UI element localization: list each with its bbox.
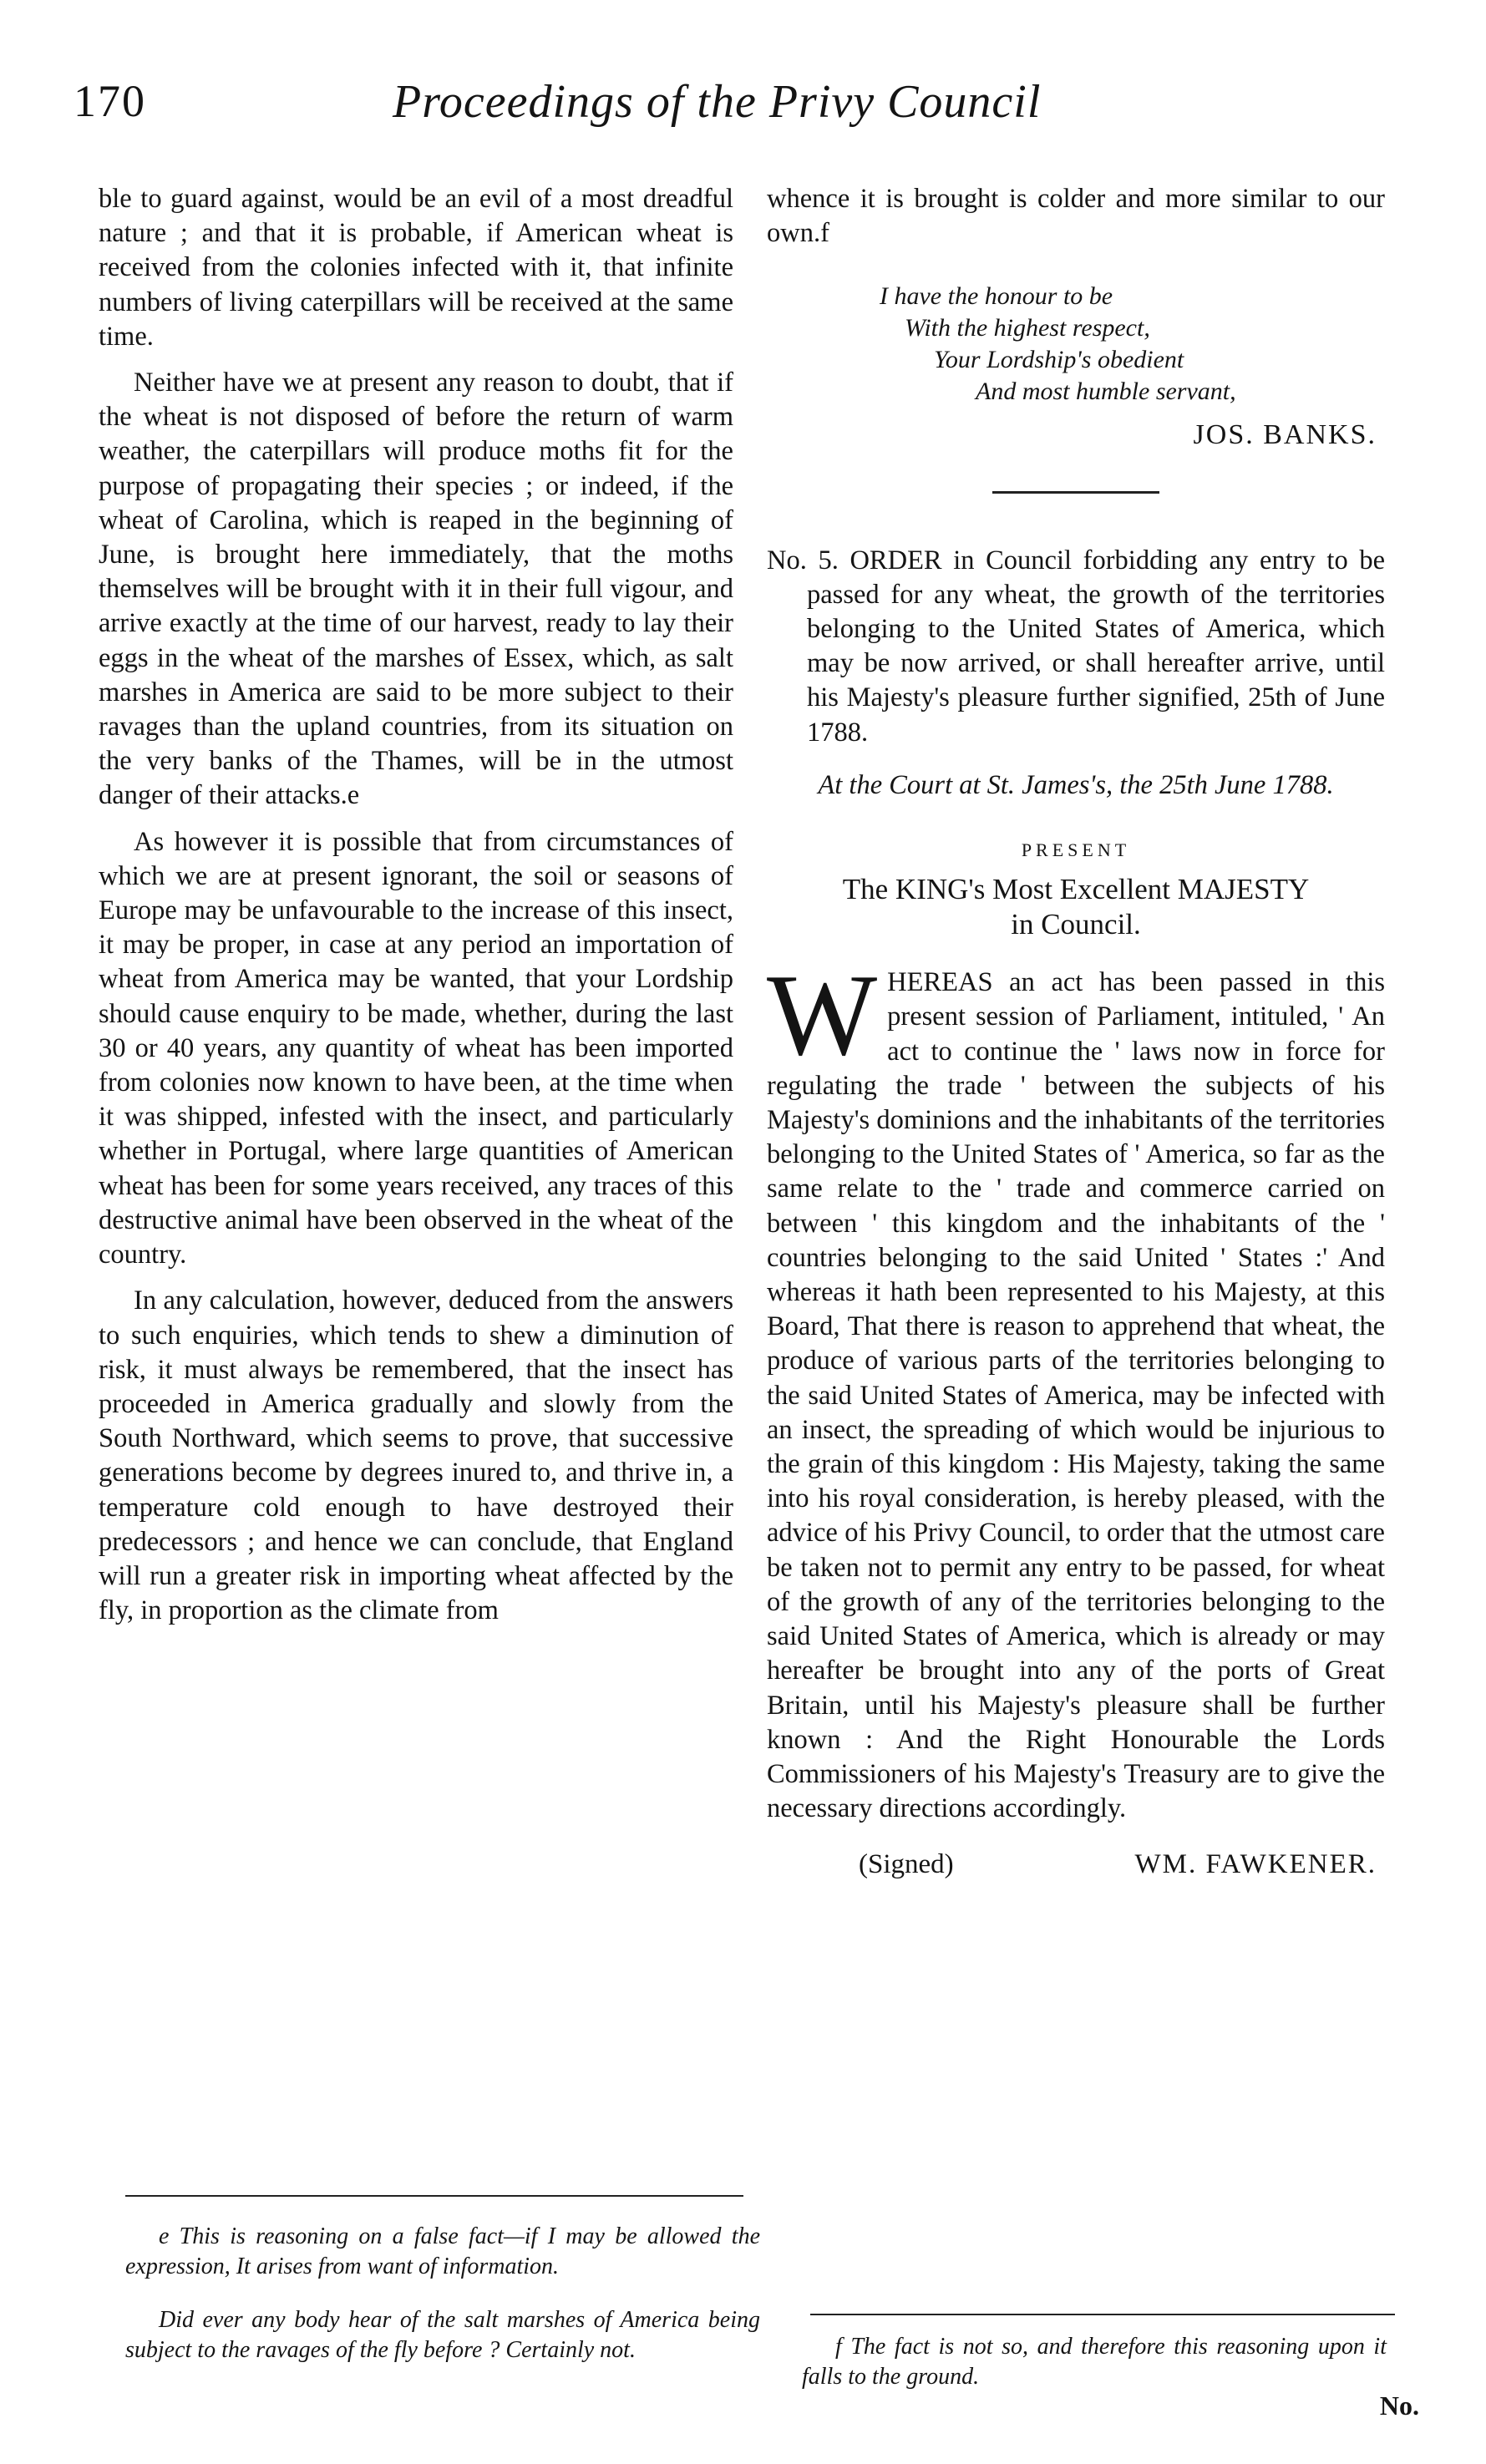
footnote-f: f The fact is not so, and therefore this reasoning upon it falls to the ground. xyxy=(802,2334,1387,2390)
in-council-line: in Council. xyxy=(1011,908,1141,941)
drop-cap: W xyxy=(767,951,878,1081)
catchword: No. xyxy=(1379,2390,1419,2421)
running-head: Proceedings of the Privy Council xyxy=(393,76,1042,128)
signed-label: (Signed) xyxy=(859,1849,954,1880)
closing-line: And most humble servant, xyxy=(976,378,1236,406)
left-footnotes xyxy=(125,2222,760,2365)
closing-line: With the highest respect, xyxy=(905,314,1150,342)
left-paragraph-1: ble to guard against, would be an evil of a most dreadful nature ; and that it is probable, if American wheat is received from the colonies infected with it, that infinite numbers of living caterpillars will be received at the same time. xyxy=(99,184,733,352)
order-body-text: HEREAS an act has been passed in this present session of Parliament, intituled, ' An act to continue the ' laws now in force for regulating the trade ' between the subjects of his Majesty's dominions and the inhabitants of the territories belonging to the United States of ' America, so far as the same relate to the ' trade and commerce carried on between ' this kingdom and the inhabitants of the ' countries belonging to the said United ' States :' And whereas it hath been represented to his Majesty, at this Board, That there is reason to apprehend that wheat, the produce of various parts of the territories belonging to the said United States of America, may be infected with an insect, the spreading of which would be injurious to the grain of this kingdom : His Majesty, taking the same into his royal consideration, is hereby pleased, with the advice of his Privy Council, to order that the utmost care be taken not to permit any entry to be passed, for wheat of the growth of any of the territories belonging to the said United States of America, which is already or may hereafter be brought into any of the ports of Great Britain, until his Majesty's pleasure shall be further known : And the Right Honourable the Lords Commissioners of his Majesty's Treasury are to give the necessary directions accordingly. xyxy=(767,967,1385,1824)
right-column xyxy=(767,182,1385,1883)
signed-row xyxy=(767,1848,1385,1882)
letter-closing xyxy=(767,281,1385,408)
order-body xyxy=(767,951,1385,1826)
present-label: PRESENT xyxy=(1021,839,1131,861)
king-line: The KING's Most Excellent MAJESTY xyxy=(842,873,1310,906)
left-paragraph-2: Neither have we at present any reason to doubt, that if the wheat is not disposed of before the return of warm weather, the caterpillars will produce moths fit for the purpose of propagating their species ; or indeed, if the wheat of Carolina, which is reaped in the beginning of June, is brought here immediately, that the moths themselves will be brought with it in their full vigour, and arrive exactly at the time of our harvest, ready to lay their eggs in the wheat of the marshes of Essex, which, as salt marshes in America are said to be more subject to their ravages than the upland countries, from its situation on the very banks of the Thames, will be in the utmost danger of their attacks.e xyxy=(99,368,733,811)
court-line: At the Court at St. James's, the 25th June 1788. xyxy=(818,769,1334,800)
left-paragraph-3: As however it is possible that from circumstances of which we are at present ignorant, the soil or seasons of Europe may be unfavourable to the increase of this insect, it may be proper, in case at any period an importation of wheat from America may be wanted, that your Lordship should cause enquiry to be made, whether, during the last 30 or 40 years, any quantity of wheat has been imported from colonies now known to have been, at the time when it was shipped, infested with the insect, and particularly whether in Portugal, where large quantities of American wheat has been for some years received, any traces of this destructive animal have been observed in the wheat of the country. xyxy=(99,826,733,1270)
left-column xyxy=(99,182,733,1628)
signed-name: WM. FAWKENER. xyxy=(1134,1849,1377,1880)
page-header xyxy=(0,75,1486,150)
letter-continuation: whence it is brought is colder and more similar to our own.f xyxy=(767,184,1385,249)
page-number: 170 xyxy=(74,76,146,126)
footnote-e: e This is reasoning on a false fact—if I may be allowed the expression, It arises from want of information. xyxy=(125,2223,760,2279)
section-divider xyxy=(992,491,1159,494)
right-footnotes xyxy=(802,2332,1387,2392)
closing-line: I have the honour to be xyxy=(880,282,1113,311)
order-heading: No. 5. ORDER in Council forbidding any entry to be passed for any wheat, the growth of the territories belonging to the United States of America, which may be now arrived, or shall hereafter arrive, until his Majesty's pleasure further signified, 25th of June 1788. xyxy=(767,545,1385,748)
left-footnote-rule xyxy=(125,2195,743,2197)
left-paragraph-4: In any calculation, however, deduced from the answers to such enquiries, which tends to shew a diminution of risk, it must always be remembered, that the insect has proceeded in America gradually and slowly from the South Northward, which seems to prove, that successive generations become by degrees inured to, and thrive in, a temperature cold enough to have destroyed their predecessors ; and hence we can conclude, that England will run a greater risk in importing wheat affected by the fly, in proportion as the climate from xyxy=(99,1285,733,1626)
letter-signature: JOS. BANKS. xyxy=(1193,419,1377,451)
closing-line: Your Lordship's obedient xyxy=(934,346,1184,374)
right-footnote-rule xyxy=(810,2314,1395,2315)
footnote-d: Did ever any body hear of the salt marshes of America being subject to the ravages of the fly before ? Certainly not. xyxy=(125,2307,760,2363)
